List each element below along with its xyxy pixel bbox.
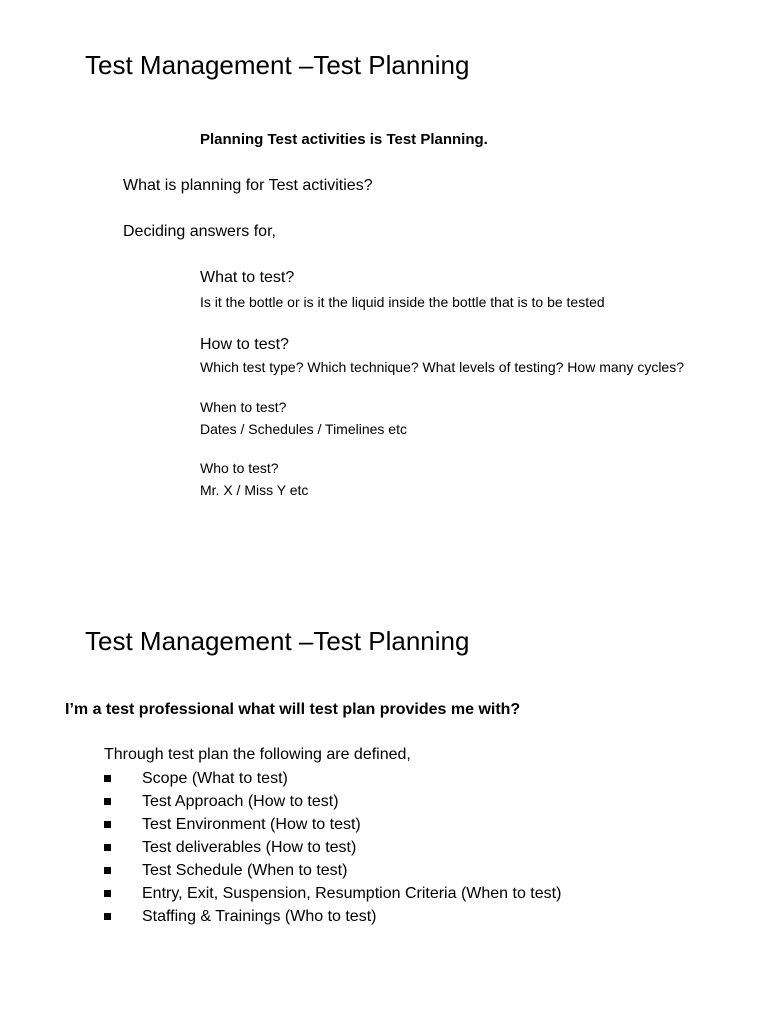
list-item: Test Schedule (When to test)	[104, 859, 561, 882]
list-item: Test deliverables (How to test)	[104, 836, 561, 859]
item-heading: How to test?	[200, 336, 289, 353]
slide-1-title: Test Management –Test Planning	[85, 50, 470, 80]
bullet-square-icon	[104, 775, 111, 782]
list-item: Test Approach (How to test)	[104, 790, 561, 813]
slide-2-question: I’m a test professional what will test plan provides me with?	[65, 701, 521, 718]
item-heading: When to test?	[200, 399, 287, 415]
list-item: Entry, Exit, Suspension, Resumption Criteria (When to test)	[104, 882, 561, 905]
bullet-square-icon	[104, 867, 111, 874]
list-item: Staffing & Trainings (Who to test)	[104, 905, 561, 928]
bullet-square-icon	[104, 821, 111, 828]
slide-2-intro: Through test plan the following are defined,	[104, 746, 411, 763]
slide-1-subtitle: Planning Test activities is Test Planning.	[200, 131, 488, 148]
bullet-square-icon	[104, 844, 111, 851]
slide-2-title: Test Management –Test Planning	[85, 626, 470, 656]
bullet-list	[104, 767, 561, 928]
list-item: Test Environment (How to test)	[104, 813, 561, 836]
bullet-square-icon	[104, 890, 111, 897]
item-detail: Which test type? Which technique? What levels of testing? How many cycles?	[200, 359, 684, 375]
bullet-square-icon	[104, 913, 111, 920]
item-detail: Dates / Schedules / Timelines etc	[200, 421, 407, 437]
slide-1-question: What is planning for Test activities?	[123, 177, 373, 194]
bullet-square-icon	[104, 798, 111, 805]
item-heading: Who to test?	[200, 460, 279, 476]
list-item: Scope (What to test)	[104, 767, 561, 790]
item-detail: Mr. X / Miss Y etc	[200, 482, 309, 498]
item-detail: Is it the bottle or is it the liquid inside the bottle that is to be tested	[200, 294, 605, 310]
slide-1-intro: Deciding answers for,	[123, 223, 276, 240]
item-heading: What to test?	[200, 269, 295, 286]
